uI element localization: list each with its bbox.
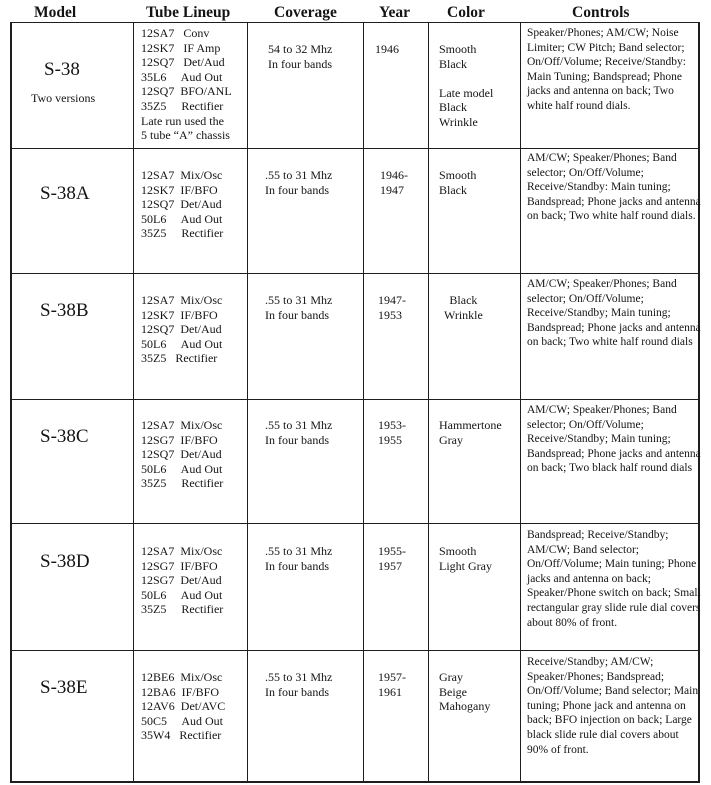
header-model: Model (34, 4, 77, 21)
model-name: S-38B (40, 300, 89, 321)
grid-line (10, 781, 700, 783)
grid-line (10, 148, 700, 149)
header-controls: Controls (572, 4, 630, 21)
controls: Speaker/Phones; AM/CW; Noise Limiter; CW Pitch; Band selector; On/Off/Volume; Receive/Standby: Main Tuning; Bandspread; Phone jacks and antenna on back; Two white half round dials. (527, 27, 686, 112)
model-note: Two versions (31, 91, 96, 105)
controls: Receive/Standby; AM/CW; Speaker/Phones; Bandspread; On/Off/Volume; Band selector; Main tuning; Phone jack and antenna on back; BFO injection on back; Large black slide rule dial covers about 90% of front. (527, 656, 699, 756)
tube-lineup: 12SA7 Mix/Osc 12SG7 IF/BFO 12SG7 Det/Aud 50L6 Aud Out 35Z5 Rectifier (141, 544, 224, 617)
year: 1955- 1957 (378, 544, 406, 573)
controls: Bandspread; Receive/Standby; AM/CW; Band selector; On/Off/Volume; Main tuning; Phone jacks and antenna on back; Speaker/Phone switch on back; Small rectangular gray slide rule dial covers about 80% of front. (527, 529, 701, 629)
year: 1957- 1961 (378, 670, 406, 699)
model-name: S-38E (40, 677, 88, 698)
header-tube-lineup: Tube Lineup (146, 4, 231, 21)
tube-lineup: 12BE6 Mix/Osc 12BA6 IF/BFO 12AV6 Det/AVC 50C5 Aud Out 35W4 Rectifier (141, 670, 226, 743)
tube-lineup: 12SA7 Mix/Osc 12SK7 IF/BFO 12SQ7 Det/Aud 50L6 Aud Out 35Z5 Rectifier (141, 293, 223, 366)
header-color: Color (447, 4, 485, 21)
grid-line (10, 399, 700, 400)
year: 1953- 1955 (378, 418, 406, 447)
grid-line (10, 22, 12, 783)
grid-line (10, 650, 700, 651)
coverage: .55 to 31 Mhz In four bands (265, 670, 333, 699)
color: Smooth Black Late model Black Wrinkle (439, 42, 494, 129)
year: 1946- 1947 (380, 168, 408, 197)
controls: AM/CW; Speaker/Phones; Band selector; On/Off/Volume; Receive/Standby: Main tuning; Bandspread; Phone jacks and antenna on back; Two white half round dials. (527, 152, 701, 223)
controls: AM/CW; Speaker/Phones; Band selector; On/Off/Volume; Receive/Standby; Main tuning; Bandspread; Phone jacks and antenna on back; Two black half round dials (527, 404, 701, 475)
header-year: Year (379, 4, 410, 21)
color: Gray Beige Mahogany (439, 670, 491, 714)
model-name: S-38A (40, 183, 90, 204)
grid-line (10, 22, 700, 23)
coverage: .55 to 31 Mhz In four bands (265, 293, 333, 322)
tube-lineup: 12SA7 Conv 12SK7 IF Amp 12SQ7 Det/Aud 35L6 Aud Out 12SQ7 BFO/ANL 35Z5 Rectifier Late run used the 5 tube “A” chassis (141, 26, 232, 143)
model-name: S-38C (40, 426, 89, 447)
grid-line (520, 22, 521, 783)
coverage: .55 to 31 Mhz In four bands (265, 418, 333, 447)
coverage: .55 to 31 Mhz In four bands (265, 544, 333, 573)
grid-line (10, 273, 700, 274)
year: 1946 (375, 42, 399, 56)
grid-line (428, 22, 429, 783)
controls: AM/CW; Speaker/Phones; Band selector; On/Off/Volume; Receive/Standby; Main tuning; Bandspread; Phone jacks and antenna on back; Two white half round dials (527, 278, 701, 349)
model-name: S-38D (40, 551, 90, 572)
color: Black Wrinkle (444, 293, 483, 322)
color: Hammertone Gray (439, 418, 502, 447)
grid-line (363, 22, 364, 783)
coverage: .55 to 31 Mhz In four bands (265, 168, 333, 197)
model-name: S-38 (44, 59, 80, 80)
color: Smooth Black (439, 168, 477, 197)
color: Smooth Light Gray (439, 544, 492, 573)
coverage: 54 to 32 Mhz In four bands (268, 42, 333, 71)
year: 1947- 1953 (378, 293, 406, 322)
tube-lineup: 12SA7 Mix/Osc 12SG7 IF/BFO 12SQ7 Det/Aud 50L6 Aud Out 35Z5 Rectifier (141, 418, 224, 491)
tube-lineup: 12SA7 Mix/Osc 12SK7 IF/BFO 12SQ7 Det/Aud 50L6 Aud Out 35Z5 Rectifier (141, 168, 224, 241)
grid-line (133, 22, 134, 783)
grid-line (247, 22, 248, 783)
grid-line (10, 523, 700, 524)
header-coverage: Coverage (274, 4, 337, 21)
